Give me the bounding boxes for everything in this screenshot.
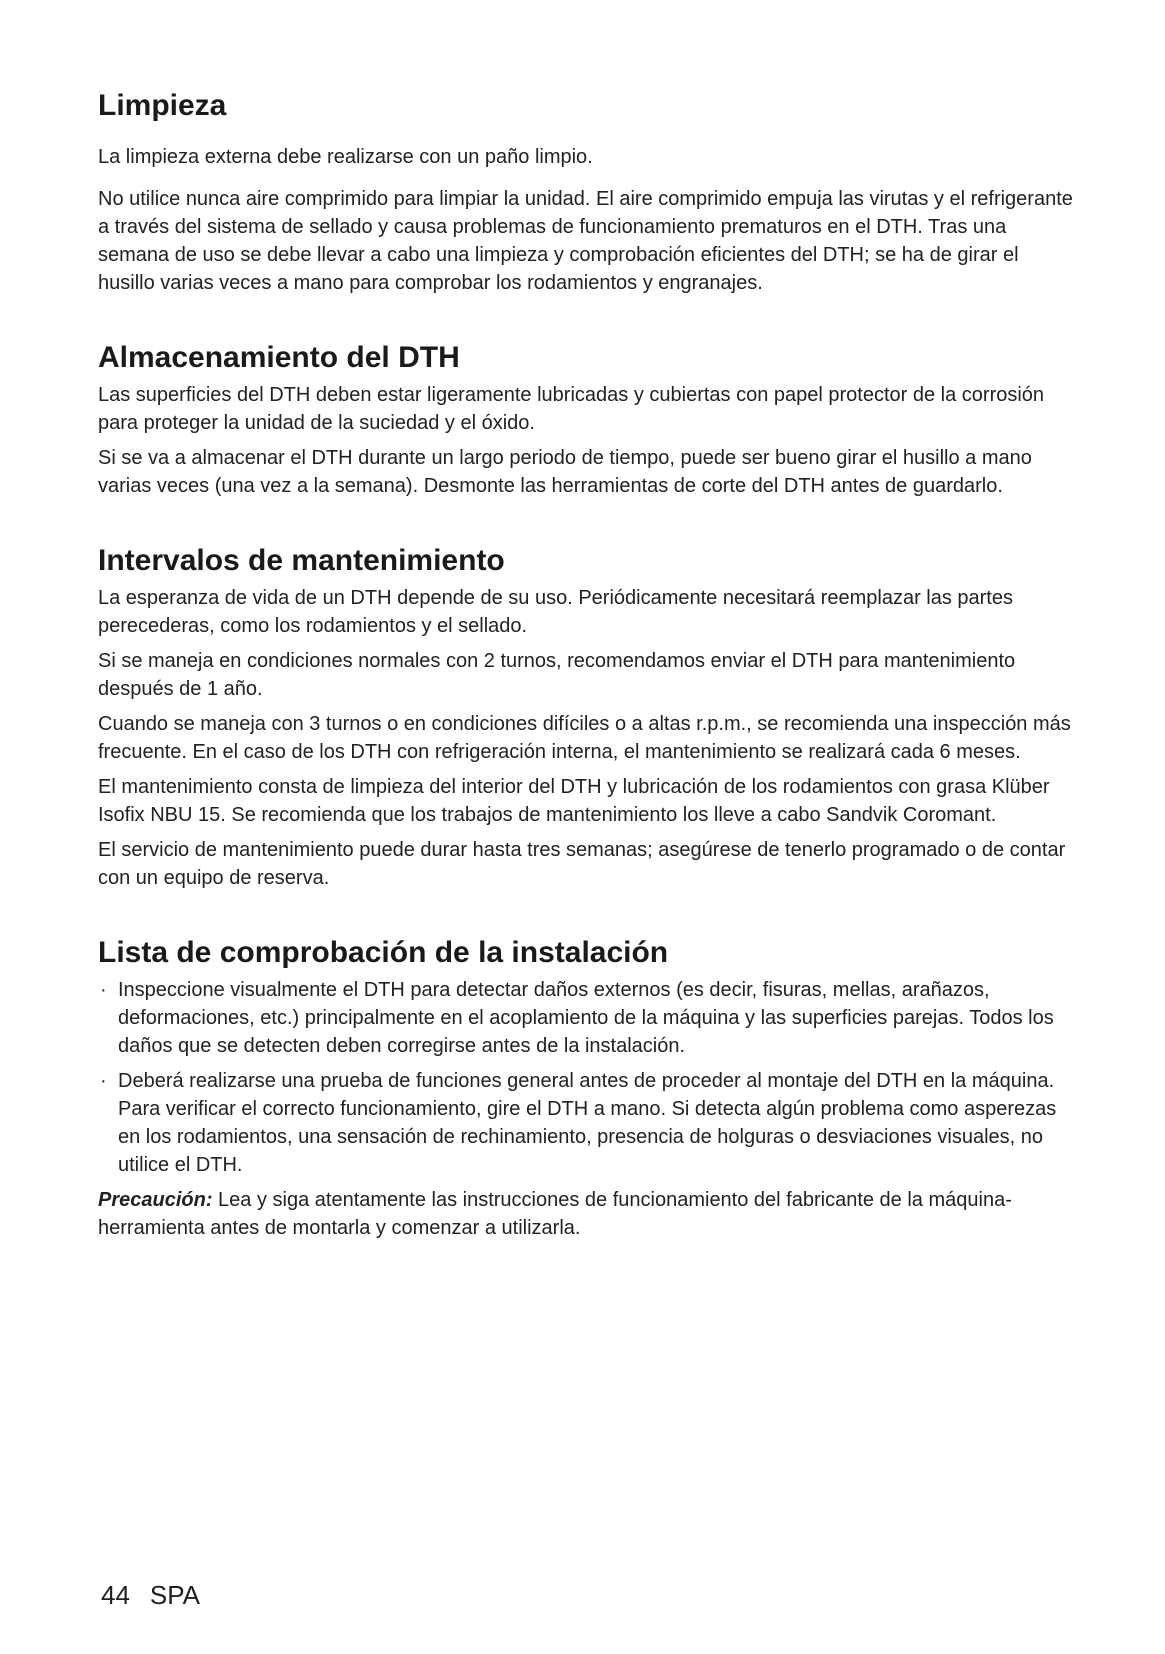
paragraph: Si se maneja en condiciones normales con 2 turnos, recomendamos enviar el DTH para mantenimiento después de 1 año. <box>98 650 1016 700</box>
page-footer <box>101 1580 200 1610</box>
caution-note <box>98 1186 1078 1242</box>
section-lista-comprobacion <box>98 935 1078 1242</box>
paragraph: Cuando se maneja con 3 turnos o en condiciones difíciles o a altas r.p.m., se recomienda una inspección más frecuente. En el caso de los DTH con refrigeración interna, el mantenimiento se realizará cada 6 meses. <box>98 713 1071 763</box>
paragraph: El mantenimiento consta de limpieza del interior del DTH y lubricación de los rodamientos con grasa Klüber Isofix NBU 15. Se recomienda que los trabajos de mantenimiento los lleve a cabo Sandvik Coromant. <box>98 776 1050 826</box>
checklist-item-text: Inspeccione visualmente el DTH para detectar daños externos (es decir, fisuras, mellas, arañazos, deformaciones, etc.) principalmente en el acoplamiento de la máquina y las superficies parejas. Todos los daños que se detecten deben corregirse antes de la instalación. <box>118 979 1054 1057</box>
section-almacenamiento <box>98 340 1078 500</box>
section-title-lista: Lista de comprobación de la instalación <box>98 936 669 969</box>
section-title-intervalos: Intervalos de mantenimiento <box>98 544 505 577</box>
paragraph: No utilice nunca aire comprimido para limpiar la unidad. El aire comprimido empuja las virutas y el refrigerante a través del sistema de sellado y causa problemas de funcionamiento prematuros en el DTH. Tras una semana de uso se debe llevar a cabo una limpieza y comprobación eficientes del DTH; se ha de girar el husillo varias veces a mano para comprobar los rodamientos y engranajes. <box>98 188 1073 294</box>
bullet-icon: · <box>100 979 107 1001</box>
paragraph: El servicio de mantenimiento puede durar hasta tres semanas; asegúrese de tenerlo programado o de contar con un equipo de reserva. <box>98 839 1066 889</box>
paragraph: Las superficies del DTH deben estar ligeramente lubricadas y cubiertas con papel protector de la corrosión para proteger la unidad de la suciedad y el óxido. <box>98 384 1045 434</box>
caution-label: Precaución: <box>98 1189 213 1211</box>
paragraph: La esperanza de vida de un DTH depende de su uso. Periódicamente necesitará reemplazar las partes perecederas, como los rodamientos y el sellado. <box>98 587 1013 637</box>
section-title-limpieza: Limpieza <box>98 89 227 122</box>
checklist <box>98 976 1078 1179</box>
section-limpieza <box>98 88 1078 297</box>
checklist-item <box>98 976 1078 1060</box>
section-intervalos <box>98 543 1078 892</box>
checklist-item-text: Deberá realizarse una prueba de funciones general antes de proceder al montaje del DTH en la máquina. Para verificar el correcto funcionamiento, gire el DTH a mano. Si detecta algún problema como asperezas en los rodamientos, una sensación de rechinamiento, presencia de holguras o desviaciones visuales, no utilice el DTH. <box>118 1070 1057 1176</box>
page-content <box>98 88 1078 1242</box>
paragraph: La limpieza externa debe realizarse con un paño limpio. <box>98 146 593 168</box>
language-code: SPA <box>149 1580 201 1610</box>
paragraph: Si se va a almacenar el DTH durante un largo periodo de tiempo, puede ser bueno girar el husillo a mano varias veces (una vez a la semana). Desmonte las herramientas de corte del DTH antes de guardarlo. <box>98 447 1032 497</box>
section-title-almacenamiento: Almacenamiento del DTH <box>98 341 460 374</box>
bullet-icon: · <box>100 1070 107 1092</box>
checklist-item <box>98 1067 1078 1179</box>
page-number: 44 <box>101 1580 130 1610</box>
caution-text: Lea y siga atentamente las instrucciones de funcionamiento del fabricante de la máquina-herramienta antes de montarla y comenzar a utilizarla. <box>98 1189 1012 1239</box>
